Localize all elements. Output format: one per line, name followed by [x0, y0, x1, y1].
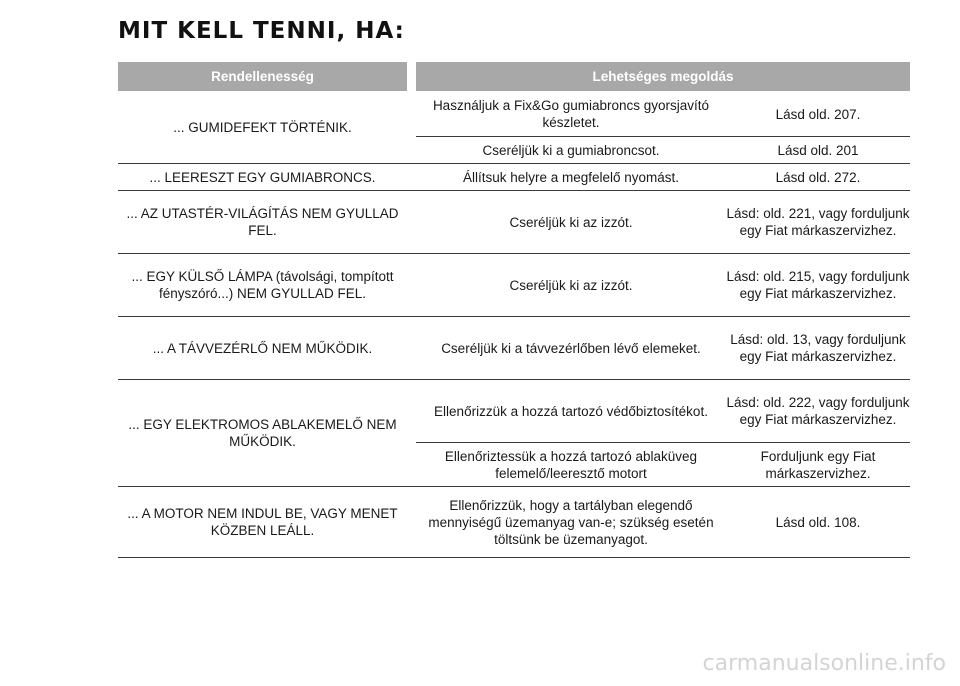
problem-cell: ... A TÁVVEZÉRLŐ NEM MŰKÖDIK.: [152, 340, 373, 356]
problem-cell: ... EGY ELEKTROMOS ABLAKEMELŐ NEM MŰKÖDIK.: [128, 417, 397, 449]
solution-ref-cell: Lásd: old. 222, vagy forduljunk egy Fiat márkaszervizhez.: [726, 395, 910, 427]
column-header-problem: Rendellenesség: [118, 62, 407, 91]
watermark: carmanualsonline.info: [702, 651, 946, 676]
solution-action-cell: Cseréljük ki az izzót.: [509, 214, 633, 230]
problem-cell: ... A MOTOR NEM INDUL BE, VAGY MENET KÖZBEN LEÁLL.: [127, 506, 398, 538]
table-bottom-rule: [118, 557, 910, 558]
solution-ref-cell: Lásd: old. 13, vagy forduljunk egy Fiat márkaszervizhez.: [730, 332, 906, 364]
solution-action-cell: Cseréljük ki az izzót.: [509, 277, 633, 293]
solution-ref-cell: Forduljunk egy Fiat márkaszervizhez.: [760, 448, 876, 481]
page-title: MIT KELL TENNI, HA:: [118, 18, 405, 44]
solution-ref-cell: Lásd: old. 215, vagy forduljunk egy Fiat márkaszervizhez.: [726, 269, 910, 301]
problem-cell: ... AZ UTASTÉR-VILÁGÍTÁS NEM GYULLAD FEL.: [126, 206, 399, 238]
column-header-solution: Lehetséges megoldás: [416, 62, 910, 91]
solution-action-cell: Cseréljük ki a gumiabroncsot.: [482, 142, 660, 158]
solution-action-cell: Használjuk a Fix&Go gumiabroncs gyorsjavító készletet.: [432, 98, 710, 130]
solution-ref-cell: Lásd old. 272.: [775, 169, 861, 185]
solution-action-cell: Cseréljük ki a távvezérlőben lévő elemeket.: [441, 340, 701, 356]
solution-action-cell: Ellenőrizzük, hogy a tartályban elegendő mennyiségű üzemanyag van-e; szükség esetén töltsünk be üzemanyagot.: [428, 497, 714, 547]
solution-action-cell: Ellenőriztessük a hozzá tartozó ablaküveg felemelő/leeresztő motort: [444, 448, 698, 481]
problem-cell: ... LEERESZT EGY GUMIABRONCS.: [149, 169, 376, 185]
problem-cell: ... EGY KÜLSŐ LÁMPA (távolsági, tompított fényszóró...) NEM GYULLAD FEL.: [131, 269, 394, 301]
solution-ref-cell: Lásd old. 108.: [775, 514, 861, 530]
solution-action-cell: Állítsuk helyre a megfelelő nyomást.: [462, 169, 680, 185]
problem-cell: ... GUMIDEFEKT TÖRTÉNIK.: [173, 120, 352, 135]
solution-ref-cell: Lásd: old. 221, vagy forduljunk egy Fiat márkaszervizhez.: [726, 206, 910, 238]
solution-ref-cell: Lásd old. 207.: [775, 106, 861, 122]
solution-action-cell: Ellenőrizzük a hozzá tartozó védőbiztosítékot.: [434, 403, 708, 419]
solution-ref-cell: Lásd old. 201: [777, 142, 859, 158]
